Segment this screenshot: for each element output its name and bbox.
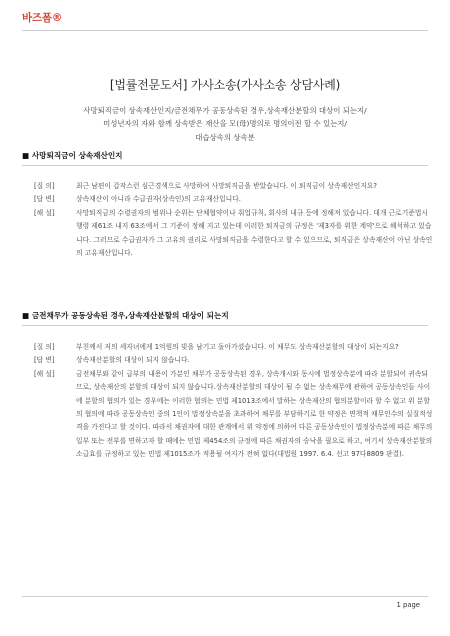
qa-row xyxy=(34,368,434,462)
qa-text: 상속재산이 아니라 수급권자(상속인)의 고유재산입니다. xyxy=(76,195,241,204)
section-divider xyxy=(22,325,428,326)
document-subtitle xyxy=(0,104,450,144)
brand-logo: 바즈폼® xyxy=(22,12,63,24)
subtitle-line: 미성년자의 자와 함께 상속받은 재산을 모(母)명의로 명의이전 할 수 있는지/ xyxy=(103,119,347,129)
subtitle-line: 대습상속의 상속분 xyxy=(195,132,255,142)
qa-row xyxy=(34,207,434,261)
qa-label: [답 변] xyxy=(34,195,55,204)
footer-divider xyxy=(22,596,428,597)
qa-label: [질 의] xyxy=(34,182,55,190)
section-divider xyxy=(22,165,428,166)
qa-label: [질 의] xyxy=(34,343,55,351)
header-divider xyxy=(22,30,428,31)
document-title: [법률전문도서] 가사소송(가사소송 상담사례) xyxy=(109,78,341,92)
qa-text: 사망퇴직금의 수령권자의 범위나 순위는 단체협약이나 취업규칙, 회사의 내규 등에 정해져 있습니다. 대개 근로기준법시행령 제61조 내지 63조에서 그 기준이 정해 지고 있는데 이러한 퇴직금의 규정은 '제3자를 위한 계약'으로 해석하고 있습니다. 그러므로 수급권자가 그 고유의 권리로 사망퇴직금을 수령한다고 할 수 있으므로, 퇴직금은 상속재산이 아닌 상속인의 고유재산입니다. xyxy=(76,208,433,258)
qa-row xyxy=(34,354,434,367)
qa-label: [답 변] xyxy=(34,356,55,365)
qa-block xyxy=(34,341,434,462)
page-number: 1 page xyxy=(396,601,420,609)
qa-row xyxy=(34,341,434,354)
qa-label: [해 설] xyxy=(34,369,55,378)
qa-text: 금전채무와 같이 급부의 내용이 가분인 채무가 공동상속된 경우, 상속개시와 동시에 법정상속분에 따라 분할되어 귀속되므로, 상속재산의 분할의 대상이 되지 않습니다.상속재산분할의 대상이 될 수 없는 상속채무에 관하여 공동상속인들 사이에 분할의 협의가 있는 경우에는 이러한 협의는 민법 제1013조에서 말하는 상속재산의 협의분할이라 할 수 없고 위 분할의 협의에 따라 공동상속인 중의 1인이 법정상속분을 초과하여 채무를 부담하기로 한 약정은 면책적 채무인수의 실질적성격을 가진다고 할 것이다. 따라서 채권자에 대한 관계에서 위 약정에 의하여 다른 공동상속인이 법정상속분에 따른 채무의 일부 또는 전부를 면하고자 할 때에는 민법 제454조의 규정에 따른 채권자의 승낙을 필요로 하고, 여기서 상속재산분할의 소급효를 규정하고 있는 민법 제1015조가 적용될 여지가 전혀 없다(대법원 1997. 6.4. 선고 97다8809 판결). xyxy=(76,369,433,459)
qa-text: 최근 남편이 갑작스런 심근경색으로 사망하여 사망퇴직금을 받았습니다. 이 퇴직금이 상속재산인지요? xyxy=(76,182,377,190)
qa-text: 상속재산분할의 대상이 되지 않습니다. xyxy=(76,356,190,365)
subtitle-line: 사망퇴직금이 상속재산인지/금전채무가 공동상속된 경우,상속재산분할의 대상이 되는지/ xyxy=(83,106,367,115)
qa-label: [해 설] xyxy=(34,208,55,217)
qa-row xyxy=(34,193,434,206)
section-heading: ■ 금전채무가 공동상속된 경우,상속재산분할의 대상이 되는지 xyxy=(22,311,229,320)
section-heading: ■ 사망퇴직금이 상속재산인지 xyxy=(22,151,123,160)
qa-row xyxy=(34,180,434,193)
qa-block xyxy=(34,180,434,260)
qa-text: 부친께서 저의 세자녀에게 1억원의 빚을 남기고 돌아가셨습니다. 이 채무도 상속재산분할의 대상이 되는지요? xyxy=(76,343,399,351)
